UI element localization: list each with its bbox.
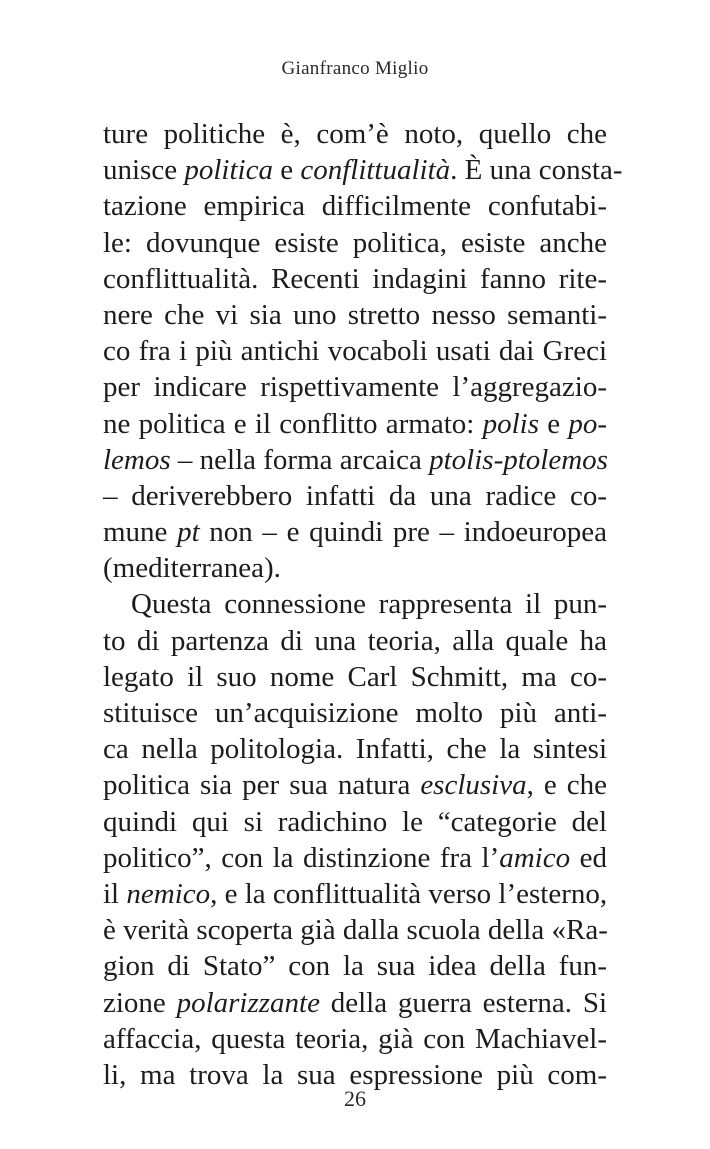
text-run: e [538, 407, 569, 440]
italic-term: pt [177, 516, 200, 549]
text-run: della guerra esterna. Si [319, 986, 607, 1019]
italic-term: polarizzante [176, 986, 320, 1019]
text-run: mune [103, 516, 178, 549]
italic-term: esclusiva [420, 769, 527, 802]
text-run: il [103, 877, 127, 910]
italic-term: polis [482, 407, 539, 440]
italic-term: politica [184, 154, 273, 187]
text-line: li, ma trova la sua espressione più com- [103, 1058, 607, 1091]
text-run: non – e quindi pre – indoeuropea [199, 516, 607, 549]
text-run: zione [103, 986, 177, 1019]
text-line [103, 442, 607, 478]
italic-term: conflittualità [300, 154, 451, 187]
text-line: co fra i più antichi vocaboli usati dai Greci [103, 335, 607, 368]
text-line: nere che vi sia uno stretto nesso semanti- [103, 298, 607, 331]
text-run: ne politica e il conflitto armato: [103, 407, 483, 440]
text-line [103, 985, 607, 1021]
text-line: conflittualità. Recenti indagini fanno rite- [103, 262, 607, 295]
paragraph-2 [103, 586, 607, 1093]
text-line: tazione empirica difficilmente confutabi- [103, 190, 607, 223]
text-line [103, 152, 623, 188]
running-head: Gianfranco Miglio [281, 58, 429, 79]
text-line: stituisce un’acquisizione molto più anti- [103, 697, 607, 729]
text-line: affaccia, questa teoria, già con Machiavel- [103, 1022, 607, 1055]
text-line [103, 840, 607, 876]
text-run: ed [570, 841, 607, 874]
text-line: per indicare rispettivamente l’aggregazio- [103, 371, 607, 404]
italic-term: ptolis-ptolemos [429, 443, 608, 476]
text-line: gion di Stato” con la sua idea della fun- [103, 950, 607, 983]
text-run: e [272, 154, 301, 187]
text-line: quindi qui si radichino le “categorie del [103, 805, 607, 838]
text-run: . È una consta- [450, 154, 623, 187]
text-line: (mediterranea). [103, 552, 281, 585]
italic-term: nemico [126, 877, 211, 910]
text-run: unisce [103, 154, 185, 187]
text-line: – deriverebbero infatti da una radice co- [103, 479, 607, 512]
italic-term: amico [499, 841, 571, 874]
text-run: , e che [526, 769, 607, 802]
text-line: legato il suo nome Carl Schmitt, ma co- [103, 660, 607, 693]
italic-term: lemos [103, 443, 171, 476]
text-run: , e la conflittualità verso l’esterno, [210, 877, 608, 910]
text-line [103, 767, 607, 803]
text-line: Questa connessione rappresenta il pun- [131, 588, 607, 621]
text-run: – nella forma arcaica [170, 443, 430, 476]
text-line [103, 514, 607, 550]
text-line: ture politiche è, com’è noto, quello che [103, 118, 607, 150]
text-line: to di partenza di una teoria, alla quale ha [103, 624, 607, 657]
text-run: politica sia per sua natura [103, 769, 421, 802]
text-line: è verità scoperta già dalla scuola della «Ra- [103, 914, 608, 947]
body-text [103, 116, 623, 1093]
paragraph-1 [103, 116, 623, 586]
page-number: 26 [344, 1086, 366, 1111]
italic-term: po- [568, 407, 607, 440]
text-run: politico”, con la distinzione fra l’ [103, 841, 500, 874]
text-line [103, 876, 607, 912]
text-line [103, 406, 607, 442]
text-line: ca nella politologia. Infatti, che la sintesi [103, 733, 607, 766]
text-line: le: dovunque esiste politica, esiste anche [103, 226, 607, 259]
